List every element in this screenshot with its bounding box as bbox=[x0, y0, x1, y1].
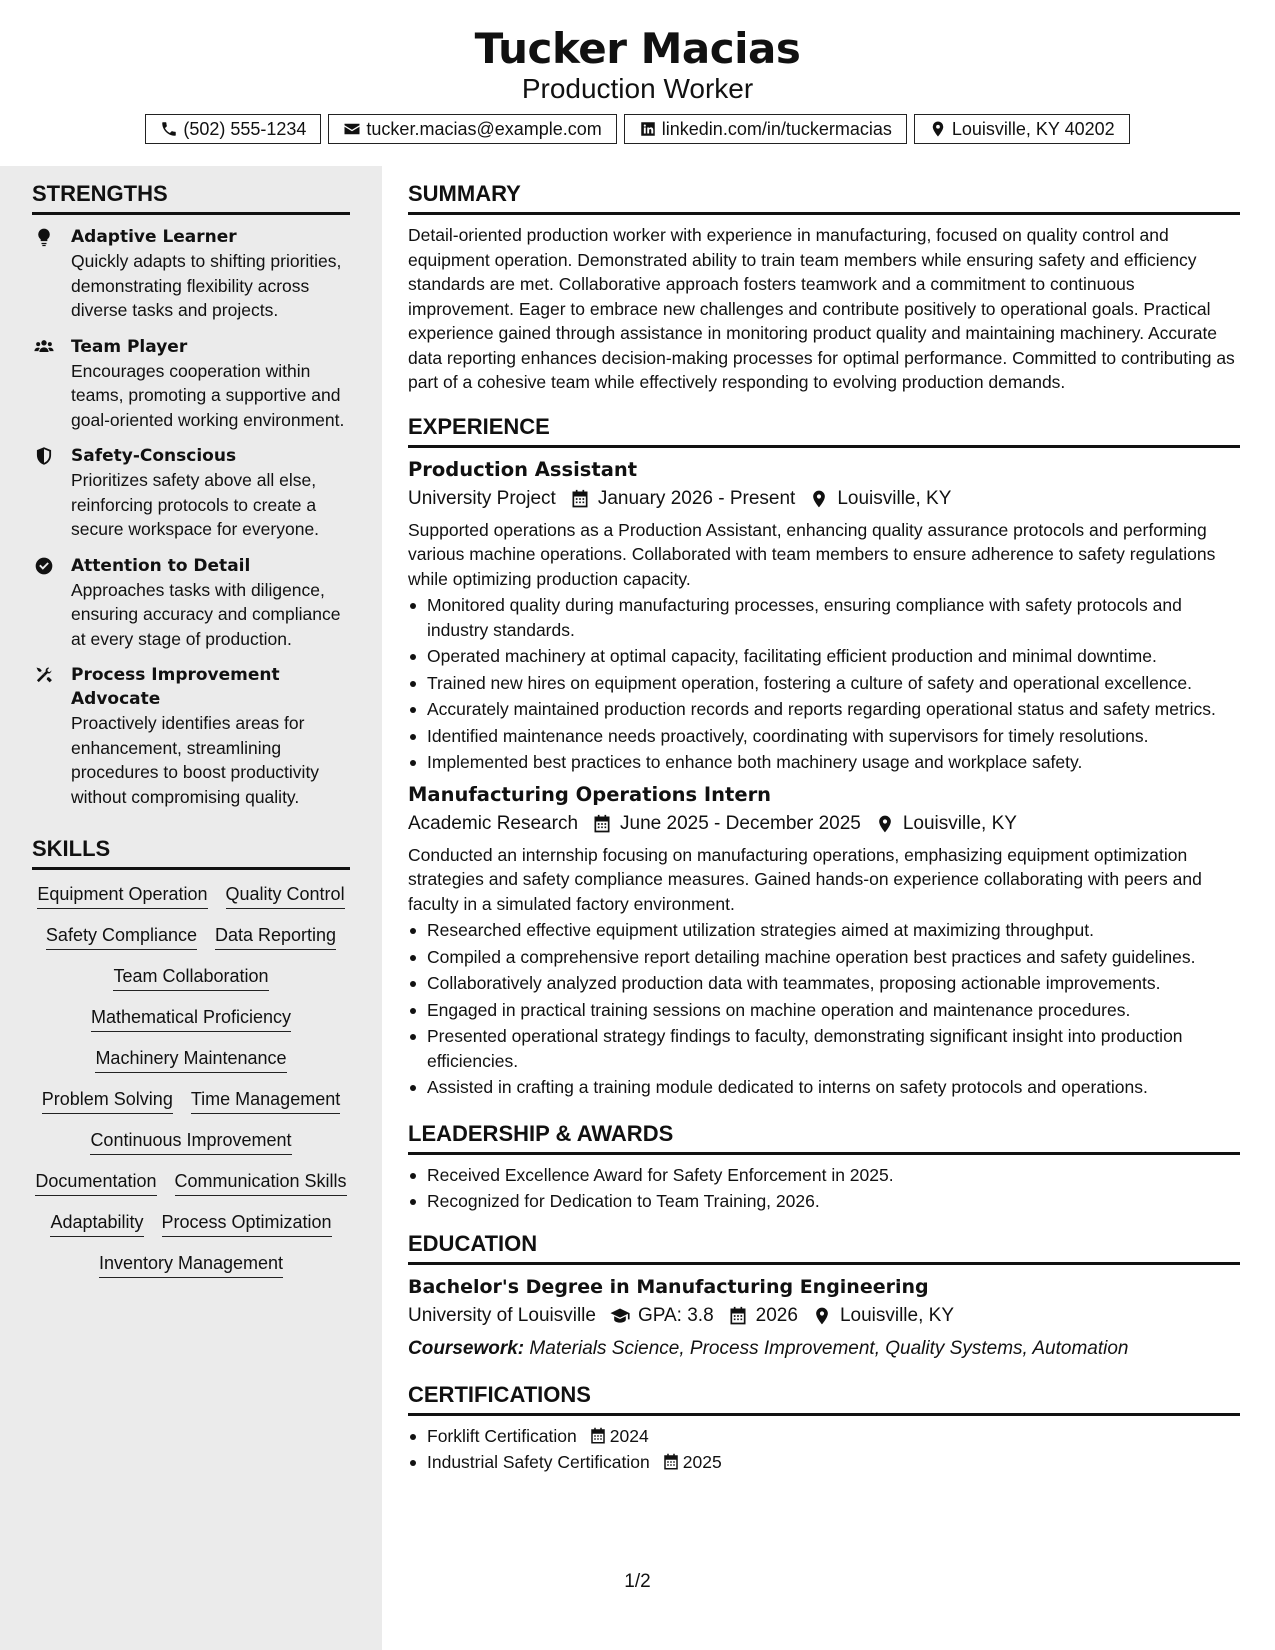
list-item bbox=[408, 1424, 1240, 1449]
cert-name: Forklift Certification bbox=[427, 1425, 577, 1446]
list-item: Recognized for Dedication to Team Training, 2026. bbox=[408, 1189, 1240, 1214]
summary-text: Detail-oriented production worker with experience in manufacturing, focused on quality control and equipment operation. Demonstrated ability to train team members while ensuring safety and efficiency standards are met. Collaborative approach fosters teamwork and a commitment to continuous improvement. Eager to embrace new challenges and contribute positively to operational goals. Practical experience gained through assistance in monitoring product quality and maintaining machinery. Accurate data reporting enhances decision-making processes for optimal performance. Committed to contributing as part of a cohesive team while effectively responding to evolving production demands. bbox=[408, 225, 1235, 392]
school-name: University of Louisville bbox=[408, 1304, 596, 1326]
strength-desc: Encourages cooperation within teams, promoting a supportive and goal-oriented working environment. bbox=[71, 360, 345, 430]
skill-tag: Mathematical Proficiency bbox=[91, 1005, 291, 1032]
coursework bbox=[408, 1335, 1240, 1363]
skill-tag: Machinery Maintenance bbox=[95, 1046, 286, 1073]
experience-heading: EXPERIENCE bbox=[408, 399, 1240, 448]
strength-desc: Prioritizes safety above all else, reinforcing protocols to create a secure workspace for everyone. bbox=[71, 470, 320, 539]
job-title: Production Assistant bbox=[408, 457, 638, 481]
strength-title: Safety-Conscious bbox=[71, 446, 237, 466]
list-item: Collaboratively analyzed production data with teammates, proposing actionable improvements. bbox=[408, 971, 1240, 996]
list-item: Operated machinery at optimal capacity, facilitating efficient production and minimal downtime. bbox=[408, 644, 1240, 669]
strength-desc: Proactively identifies areas for enhancement, streamlining procedures to boost productivity without compromising quality. bbox=[71, 713, 320, 807]
contact-phone[interactable] bbox=[145, 114, 321, 144]
list-item: Identified maintenance needs proactively, coordinating with supervisors for timely resolutions. bbox=[408, 724, 1240, 749]
list-item: Researched effective equipment utilization strategies aimed at maximizing throughput. bbox=[408, 918, 1240, 943]
list-item: Trained new hires on equipment operation, fostering a culture of safety and operational excellence. bbox=[408, 671, 1240, 696]
cert-row bbox=[427, 1450, 1240, 1475]
envelope-icon bbox=[343, 120, 361, 138]
check-circle-icon bbox=[34, 556, 54, 576]
list-item: Implemented best practices to enhance both machinery usage and workplace safety. bbox=[408, 750, 1240, 775]
job-entry bbox=[408, 456, 1240, 775]
skill-tag: Process Optimization bbox=[162, 1210, 332, 1237]
job-description: Supported operations as a Production Assistant, enhancing quality assurance protocols and performing various machine operations. Collaborated with team members to ensure adherence to safety regulations while optimizing production capacity. bbox=[408, 519, 1216, 589]
skill-tag: Team Collaboration bbox=[113, 964, 268, 991]
skill-tag: Safety Compliance bbox=[46, 923, 197, 950]
graduation-year: 2026 bbox=[755, 1304, 798, 1326]
list-item: Assisted in crafting a training module dedicated to interns on safety protocols and operations. bbox=[408, 1075, 1240, 1100]
calendar-icon bbox=[592, 814, 612, 834]
users-icon bbox=[34, 337, 54, 357]
map-pin-icon bbox=[929, 120, 947, 138]
map-pin-icon bbox=[875, 814, 895, 834]
calendar-icon bbox=[589, 1427, 607, 1445]
skill-tag: Problem Solving bbox=[42, 1087, 173, 1114]
cert-name: Industrial Safety Certification bbox=[427, 1452, 650, 1472]
linkedin-icon bbox=[639, 120, 657, 138]
skill-tag: Documentation bbox=[35, 1169, 156, 1196]
list-item: Received Excellence Award for Safety Enforcement in 2025. bbox=[408, 1163, 1240, 1188]
contact-linkedin[interactable] bbox=[624, 114, 907, 144]
certifications-heading: CERTIFICATIONS bbox=[408, 1367, 1240, 1416]
skill-tag: Quality Control bbox=[226, 882, 345, 909]
lightbulb-icon bbox=[34, 227, 54, 247]
summary-heading: SUMMARY bbox=[408, 166, 1240, 215]
skill-tag: Data Reporting bbox=[215, 923, 336, 950]
leadership-list bbox=[408, 1163, 1240, 1214]
job-meta bbox=[408, 484, 1240, 514]
list-item: Compiled a comprehensive report detailing machine operation best practices and safety guidelines. bbox=[408, 945, 1240, 970]
job-bullets bbox=[408, 918, 1240, 1100]
job-meta bbox=[408, 809, 1240, 839]
job-location: Louisville, KY bbox=[837, 487, 952, 509]
degree-title: Bachelor's Degree in Manufacturing Engineering bbox=[408, 1275, 929, 1298]
leadership-heading: LEADERSHIP & AWARDS bbox=[408, 1106, 1240, 1155]
school-location: Louisville, KY bbox=[839, 1304, 954, 1326]
strength-desc: Quickly adapts to shifting priorities, demonstrating flexibility across diverse tasks and projects. bbox=[71, 251, 342, 320]
contact-email[interactable] bbox=[328, 114, 616, 144]
strength-title: Adaptive Learner bbox=[71, 227, 237, 247]
calendar-icon bbox=[728, 1306, 748, 1326]
graduation-cap-icon bbox=[610, 1306, 630, 1326]
contact-location[interactable] bbox=[914, 114, 1130, 144]
gpa: GPA: 3.8 bbox=[637, 1304, 714, 1326]
certifications-list bbox=[408, 1424, 1240, 1475]
job-org: University Project bbox=[408, 487, 556, 509]
coursework-list: Materials Science, Process Improvement, Quality Systems, Automation bbox=[529, 1337, 1129, 1359]
page-number: 1/2 bbox=[624, 1571, 651, 1592]
main-content bbox=[408, 166, 1240, 1477]
tools-icon bbox=[34, 665, 54, 685]
strength-item bbox=[32, 335, 350, 433]
strength-desc: Approaches tasks with diligence, ensuring accuracy and compliance at every stage of production. bbox=[71, 579, 341, 649]
skill-tag: Continuous Improvement bbox=[90, 1128, 291, 1155]
list-item: Engaged in practical training sessions on machine operation and maintenance procedures. bbox=[408, 998, 1240, 1023]
calendar-icon bbox=[570, 489, 590, 509]
phone-icon bbox=[160, 120, 178, 138]
coursework-label: Coursework: bbox=[408, 1337, 525, 1359]
education-meta bbox=[408, 1301, 1240, 1331]
strength-item bbox=[32, 225, 350, 323]
strength-title: Team Player bbox=[71, 336, 188, 357]
skills-list bbox=[32, 880, 350, 1278]
candidate-name: Tucker Macias bbox=[474, 24, 801, 73]
strength-title: Attention to Detail bbox=[71, 555, 251, 576]
job-entry bbox=[408, 781, 1240, 1100]
job-location: Louisville, KY bbox=[902, 812, 1017, 834]
cert-year: 2024 bbox=[609, 1425, 649, 1446]
sidebar bbox=[0, 166, 382, 1650]
job-bullets bbox=[408, 593, 1240, 775]
linkedin-text: linkedin.com/in/tuckermacias bbox=[661, 118, 892, 139]
map-pin-icon bbox=[809, 489, 829, 509]
skill-tag: Communication Skills bbox=[175, 1169, 347, 1196]
skill-tag: Time Management bbox=[191, 1087, 340, 1114]
job-title: Manufacturing Operations Intern bbox=[408, 782, 772, 806]
job-description: Conducted an internship focusing on manufacturing operations, emphasizing equipment optimization strategies and safety compliance measures. Gained hands-on experience collaborating with peers and faculty in a simulated factory environment. bbox=[408, 844, 1202, 914]
skill-tag: Equipment Operation bbox=[37, 882, 207, 909]
calendar-icon bbox=[662, 1453, 680, 1471]
education-heading: EDUCATION bbox=[408, 1216, 1240, 1265]
job-dates: January 2026 - Present bbox=[597, 487, 796, 509]
cert-row bbox=[427, 1424, 1240, 1449]
list-item: Accurately maintained production records and reports regarding operational status and safety metrics. bbox=[408, 697, 1240, 722]
strength-item bbox=[32, 444, 350, 542]
skills-heading: SKILLS bbox=[32, 821, 350, 870]
list-item: Monitored quality during manufacturing processes, ensuring compliance with safety protocols and industry standards. bbox=[408, 593, 1240, 642]
list-item: Presented operational strategy findings to faculty, demonstrating significant insight into production efficiencies. bbox=[408, 1024, 1240, 1073]
strength-item bbox=[32, 663, 350, 809]
skill-tag: Adaptability bbox=[50, 1210, 143, 1237]
phone-text: (502) 555-1234 bbox=[183, 118, 307, 139]
job-dates: June 2025 - December 2025 bbox=[620, 812, 861, 834]
cert-year: 2025 bbox=[682, 1452, 722, 1472]
strengths-heading: STRENGTHS bbox=[32, 166, 350, 215]
email-text: tucker.macias@example.com bbox=[366, 118, 602, 139]
contact-bar bbox=[0, 114, 1275, 144]
shield-icon bbox=[34, 446, 54, 466]
skill-tag: Inventory Management bbox=[99, 1251, 283, 1278]
job-org: Academic Research bbox=[408, 812, 579, 834]
candidate-title: Production Worker bbox=[521, 73, 754, 104]
strength-item bbox=[32, 554, 350, 652]
strength-title: Process Improvement Advocate bbox=[71, 665, 280, 709]
map-pin-icon bbox=[812, 1306, 832, 1326]
list-item bbox=[408, 1450, 1240, 1475]
location-text: Louisville, KY 40202 bbox=[951, 118, 1115, 139]
resume-header bbox=[0, 0, 1275, 166]
